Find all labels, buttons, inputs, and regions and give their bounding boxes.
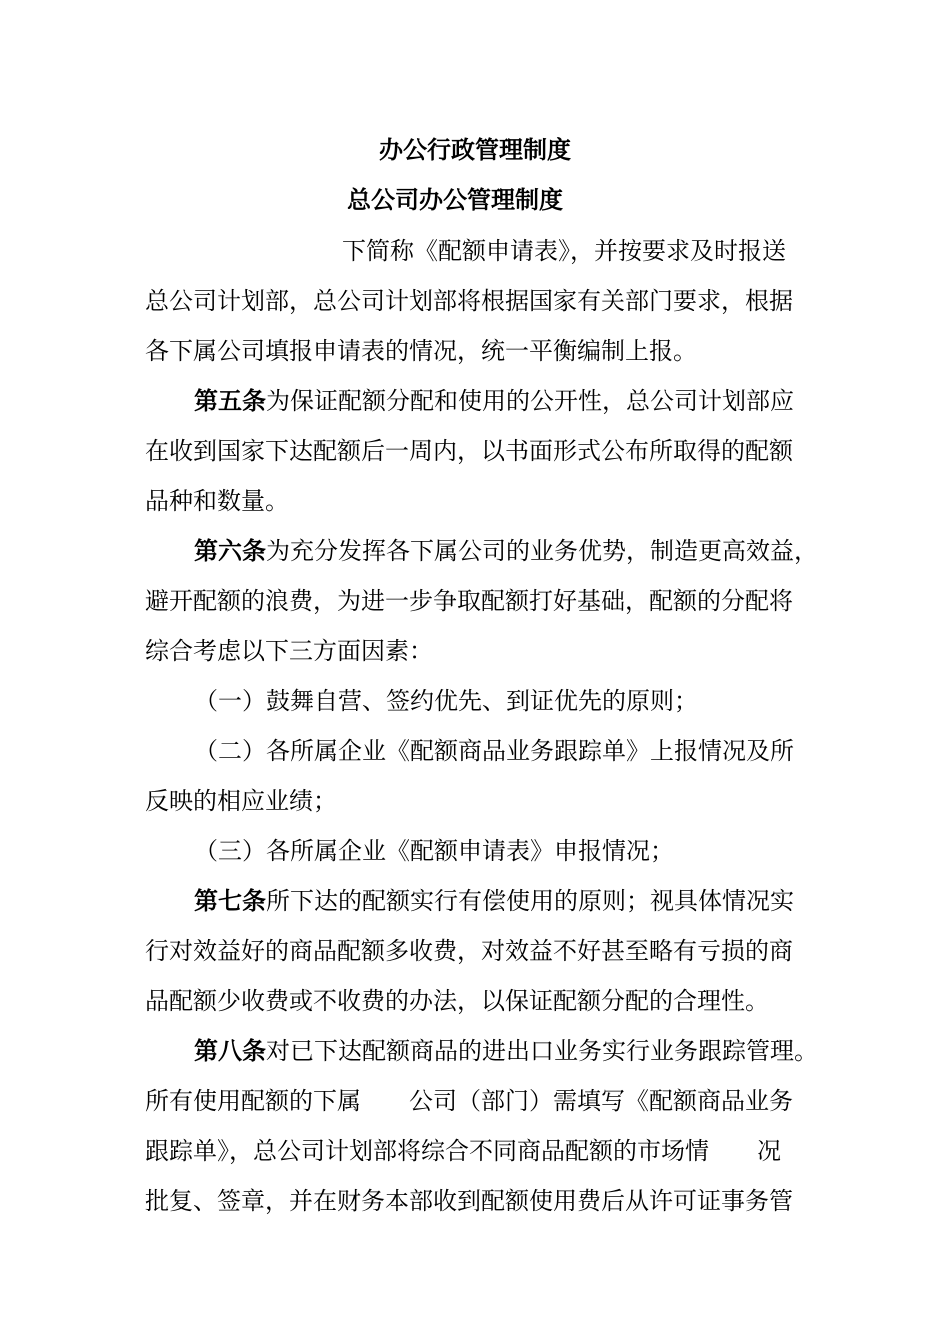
text-segment: 跟踪单》，总公司计划部将综合不同商品配额的市场情 (145, 1137, 709, 1165)
text-line (145, 376, 835, 426)
text-line (145, 1076, 835, 1126)
text-line: 批复、签章，并在财务本部收到配额使用费后从许可证事务管 (145, 1187, 793, 1215)
text-line: 总公司计划部，总公司计划部将根据国家有关部门要求，根据 (145, 287, 793, 315)
document-subtitle: 总公司办公管理制度 (347, 186, 563, 214)
text-line: 品种和数量。 (145, 487, 289, 515)
article-5 (145, 376, 835, 526)
text-line (145, 876, 835, 926)
text-line: 在收到国家下达配额后一周内，以书面形式公布所取得的配额 (145, 437, 793, 465)
text-line (145, 526, 835, 576)
article-text: 对已下达配额商品的进出口业务实行业务跟踪管理。 (266, 1037, 818, 1065)
text-line: 综合考虑以下三方面因素： (145, 637, 433, 665)
text-line: 下简称《配额申请表》，并按要求及时报送 (342, 237, 786, 265)
document-title: 办公行政管理制度 (379, 136, 571, 164)
article-8 (145, 1026, 835, 1226)
text-line (145, 1026, 835, 1076)
text-line: 行对效益好的商品配额多收费，对效益不好甚至略有亏损的商 (145, 937, 793, 965)
text-segment: 所有使用配额的下属 (145, 1087, 361, 1115)
text-line (145, 1126, 835, 1176)
list-item-continuation: 反映的相应业绩； (145, 787, 337, 815)
article-text: 为充分发挥各下属公司的业务优势，制造更高效益， (266, 537, 818, 565)
article-label: 第六条 (194, 537, 266, 565)
text-line: 各下属公司填报申请表的情况，统一平衡编制上报。 (145, 337, 697, 365)
article-text: 为保证配额分配和使用的公开性，总公司计划部应 (266, 387, 794, 415)
article-label: 第八条 (194, 1037, 266, 1065)
article-6 (145, 526, 835, 676)
article-text: 所下达的配额实行有偿使用的原则；视具体情况实 (266, 887, 794, 915)
text-line: 避开配额的浪费，为进一步争取配额打好基础，配额的分配将 (145, 587, 793, 615)
text-line: 品配额少收费或不收费的办法，以保证配额分配的合理性。 (145, 987, 769, 1015)
text-segment: 公司（部门）需填写《配额商品业务 (409, 1087, 793, 1115)
article-label: 第五条 (194, 387, 266, 415)
list-item: （二）各所属企业《配额商品业务跟踪单》上报情况及所 (194, 737, 794, 765)
list-item: （一）鼓舞自营、签约优先、到证优先的原则； (194, 687, 698, 715)
list-item: （三）各所属企业《配额申请表》申报情况； (194, 837, 674, 865)
text-segment: 况 (757, 1137, 781, 1165)
factor-list (145, 676, 835, 876)
paragraph-continuation (145, 226, 835, 376)
article-label: 第七条 (194, 887, 266, 915)
article-7 (145, 876, 835, 1026)
